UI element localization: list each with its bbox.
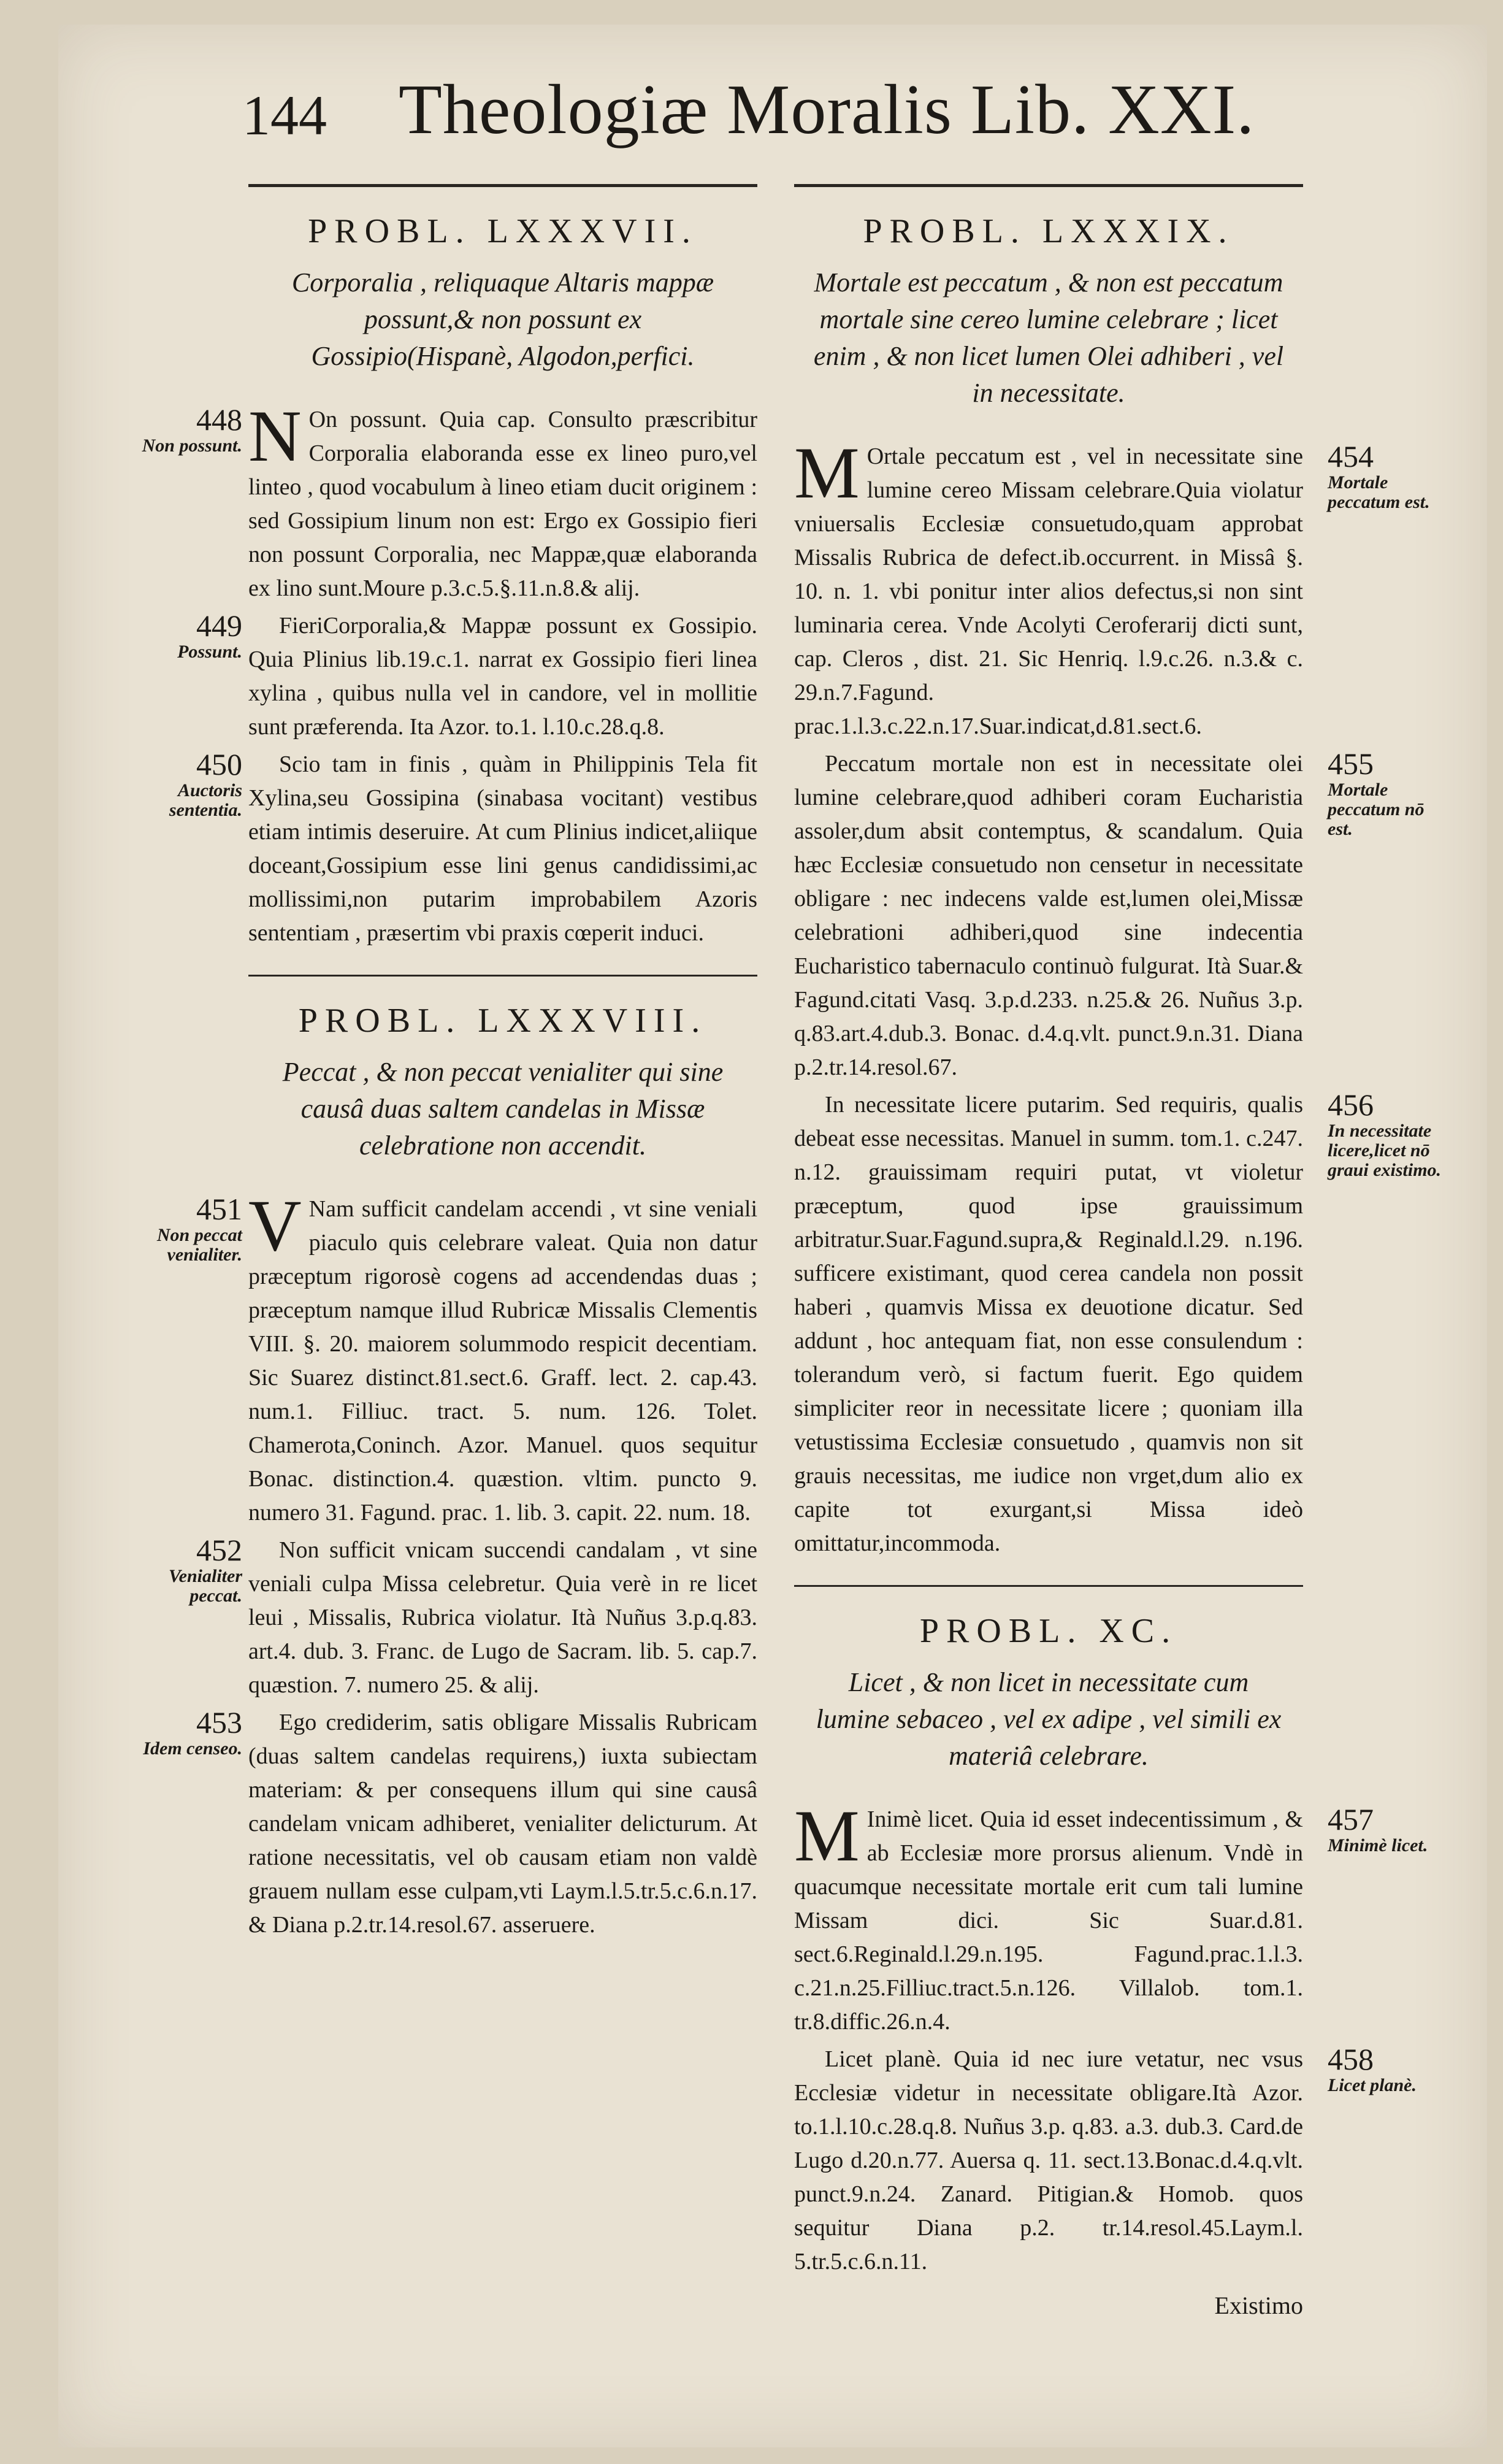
column-rule — [794, 184, 1303, 187]
margin-note — [1328, 747, 1444, 839]
margin-gloss: Mortale peccatum est. — [1328, 472, 1430, 512]
page-header — [242, 58, 1255, 149]
paragraph-text: On possunt. Quia cap. Consulto præscribitur Corporalia elaboranda esse ex lineo puro,vel linteo , quod vocabulum à lineo etiam ducit originem : sed Gossipium linum non est: Ergo ex Gossipio fieri non possunt Corporalia, nec Mappæ,quæ elaboranda ex lino sunt.Moure p.3.c.5.§.11.n.8.& alij. — [248, 407, 757, 601]
drop-cap: V — [248, 1184, 302, 1266]
paragraph-number: 452 — [196, 1533, 242, 1567]
paragraph-number: 457 — [1328, 1802, 1374, 1836]
paragraph-452 — [168, 1533, 757, 1702]
paragraph-455 — [794, 746, 1425, 1084]
paragraph-number: 453 — [196, 1705, 242, 1740]
drop-cap: M — [794, 432, 860, 513]
margin-gloss: Idem censeo. — [143, 1738, 242, 1759]
catchword: Existimo — [1214, 2292, 1303, 2319]
paragraph-number: 451 — [196, 1192, 242, 1226]
section-divider — [248, 975, 757, 977]
paragraph-number: 449 — [196, 608, 242, 643]
paragraph-number: 448 — [196, 402, 242, 437]
column-rule — [248, 184, 757, 187]
margin-note — [126, 1533, 242, 1606]
paragraph-number: 450 — [196, 747, 242, 781]
margin-note — [126, 403, 242, 456]
running-title: Theologiæ Moralis Lib. XXI. — [399, 71, 1255, 149]
paragraph-449 — [177, 608, 757, 744]
margin-note — [1328, 1088, 1444, 1180]
paragraph-450 — [169, 747, 757, 950]
margin-gloss: Possunt. — [177, 642, 242, 662]
margin-note — [1328, 2043, 1444, 2095]
margin-gloss: Non peccat venialiter. — [156, 1225, 242, 1265]
margin-note — [126, 609, 242, 662]
paragraph-text: Ortale peccatum est , vel in necessitate sine lumine cereo Missam celebrare.Quia violatur vniuersalis Ecclesiæ consuetudo,quam approbat Missalis Rubrica de defect.ib.occurrent. in Missâ §. 10. n. 1. vbi ponitur inter alios defectus,si non sint luminaria cerea. Vnde Acolyti Ceroferarij dicti sunt, cap. Cleros , dist. 21. Sic Henriq. l.9.c.26. n.3.& c. 29.n.7.Fagund. prac.1.l.3.c.22.n.17.Suar.indicat,d.81.sect.6. — [794, 443, 1303, 739]
paragraph-text: Nam sufficit candelam accendi , vt sine veniali piaculo quis celebrare valeat. Quia non datur præceptum rigorosè cogens ad accendendas duas ; præceptum namque illud Rubricæ Missalis Clementis VIII. §. 20. maiorem solummodo respicit decentiam. Sic Suarez distinct.81.sect.6. Graff. lect. 2. cap.43. num.1. Filliuc. tract. 5. num. 126. Tolet. Chamerota,Coninch. Azor. Manuel. quos sequitur Bonac. distinction.4. quæstion. vltim. puncto 9. numero 31. Fagund. prac. 1. lib. 3. capit. 22. num. 18. — [248, 1196, 757, 1526]
paragraph-text: In necessitate licere putarim. Sed requiris, qualis debeat esse necessitas. Manuel in summ. tom.1. c.247. n.12. grauissimam requiri putat, vt violetur præceptum, quod ipse grauissimum arbitratur.Suar.Fagund.supra,& Reginald.l.29. n.196. sufficere existimant, quod cerea candela non possit haberi , quamvis Missa ex deuotione dicatur. Sed addunt , hoc antequam fiat, non esse consulendum : tolerandum verò, si factum fuerit. Ego quidem simpliciter reor in necessitate licere ; quoniam illa vetustissima Ecclesiæ consuetudo , quamvis non sit grauis necessitas, me iudice non vrget,dum alio ex capite tot exurgant,si Missa ideò omittatur,incommoda. — [794, 1092, 1303, 1556]
problem-heading: PROBL. LXXXIX. — [863, 212, 1234, 250]
margin-gloss: In necessitate licere,licet nō graui existimo. — [1328, 1121, 1442, 1180]
right-column — [794, 184, 1442, 2320]
paragraph-451 — [156, 1184, 757, 1530]
problem-heading: PROBL. LXXXVII. — [308, 212, 698, 250]
paragraph-number: 455 — [1328, 746, 1374, 781]
paragraph-457 — [794, 1795, 1428, 2039]
drop-cap: M — [794, 1795, 860, 1876]
problem-heading: PROBL. XC. — [919, 1612, 1178, 1650]
margin-gloss: Auctoris sententia. — [169, 780, 242, 820]
margin-note — [1328, 1803, 1444, 1856]
margin-gloss: Venialiter peccat. — [168, 1566, 242, 1606]
paragraph-453 — [143, 1705, 757, 1942]
page-number: 144 — [242, 84, 327, 147]
paragraph-text: Peccatum mortale non est in necessitate olei lumine celebrare,quod adhiberi coram Eucharistia assoler,dum absit contemptus, & scandalum. Quia hæc Ecclesiæ consuetudo non censetur in necessitate obligare : nec indecens valde est,lumen olei,Missæ celebrationi adhiberi,quod sine indecentia Eucharistico tabernaculo continuò fulgurat. Ità Suar.& Fagund.citati Vasq. 3.p.d.233. n.25.& 26. Nuñus 3.p. q.83.art.4.dub.3. Bonac. d.4.q.vlt. punct.9.n.31. Diana p.2.tr.14.resol.67. — [794, 751, 1303, 1080]
paragraph-448 — [142, 395, 757, 605]
section-divider — [794, 1585, 1303, 1587]
paragraph-number: 454 — [1328, 439, 1374, 474]
paragraph-456 — [794, 1088, 1442, 1560]
paragraph-text: Scio tam in finis , quàm in Philippinis Tela fit Xylina,seu Gossipina (sinabasa vocitant) vestibus etiam intimis deseruire. At cum Plinius indicet,aliique doceant,Gossipium esse lini genus candidissimi,ac mollissimi,non putarim improbabilem Azoris sententiam , præsertim vbi praxis cœperit induci. — [248, 751, 757, 946]
margin-gloss: Licet planè. — [1328, 2075, 1417, 2095]
drop-cap: N — [248, 395, 302, 477]
problem-subtitle: Licet , & non licet in necessitate cum lumine sebaceo , vel ex adipe , vel simili ex materiâ celebrare. — [816, 1667, 1282, 1771]
paragraph-text: Licet planè. Quia id nec iure vetatur, nec vsus Ecclesiæ videtur in necessitate obligare.Ità Azor. to.1.l.10.c.28.q.8. Nuñus 3.p. q.83. a.3. dub.3. Card.de Lugo d.20.n.77. Auersa q. 11. sect.13.Bonac.d.4.q.vlt. punct.9.n.24. Zanard. Pitigian.& Homob. quos sequitur Diana p.2. tr.14.resol.45.Laym.l. 5.tr.5.c.6.n.11. — [794, 2046, 1303, 2274]
problem-heading: PROBL. LXXXVIII. — [298, 1002, 708, 1040]
paragraph-number: 458 — [1328, 2042, 1374, 2076]
paragraph-458 — [794, 2042, 1417, 2279]
paragraph-number: 456 — [1328, 1088, 1374, 1122]
left-column — [142, 184, 757, 1946]
problem-subtitle: Mortale est peccatum , & non est peccatum mortale sine cereo lumine celebrare ; licet enim , & non licet lumen Olei adhiberi , vel in necessitate. — [813, 267, 1284, 408]
problem-subtitle: Corporalia , reliquaque Altaris mappæ possunt,& non possunt ex Gossipio(Hispanè, Algodon,perfici. — [291, 267, 714, 371]
margin-note — [126, 748, 242, 820]
margin-gloss: Mortale peccatum nō est. — [1328, 780, 1425, 839]
margin-note — [126, 1192, 242, 1265]
margin-gloss: Non possunt. — [142, 436, 242, 456]
margin-gloss: Minimè licet. — [1328, 1835, 1428, 1856]
paragraph-text: Inimè licet. Quia id esset indecentissimum , & ab Ecclesiæ more prorsus alienum. Vndè in quacumque necessitate mortale erit cum tali lumine Missam dici. Sic Suar.d.81. sect.6.Reginald.l.29.n.195. Fagund.prac.1.l.3. c.21.n.25.Filliuc.tract.5.n.126. Villalob. tom.1. tr.8.diffic.26.n.4. — [794, 1806, 1303, 2035]
margin-note — [1328, 440, 1444, 512]
paragraph-text: Non sufficit vnicam succendi candalam , vt sine veniali culpa Missa celebretur. Quia verè in re licet leui , Missalis, Rubrica violatur. Ità Nuñus 3.p.q.83. art.4. dub. 3. Franc. de Lugo de Sacram. lib. 5. cap.7. quæstion. 7. numero 25. & alij. — [248, 1537, 757, 1698]
margin-note — [126, 1706, 242, 1759]
paragraph-text: Ego crediderim, satis obligare Missalis Rubricam (duas saltem candelas requirens,) iuxta subiectam materiam: & per consequens illum qui sine causâ candelam vnicam adhiberet, venialiter delicturum. At ratione necessitatis, vel ob causam etiam non valdè grauem nullam esse culpam,vti Laym.l.5.tr.5.c.6.n.17. & Diana p.2.tr.14.resol.67. asseruere. — [248, 1710, 757, 1938]
paragraph-454 — [794, 432, 1430, 743]
paragraph-text: FieriCorporalia,& Mappæ possunt ex Gossipio. Quia Plinius lib.19.c.1. narrat ex Gossipio fieri linea xylina , quibus nulla vel in candore, vel in mollitie sunt præferenda. Ita Azor. to.1. l.10.c.28.q.8. — [248, 613, 757, 740]
problem-subtitle: Peccat , & non peccat venialiter qui sine causâ duas saltem candelas in Missæ celebratione non accendit. — [282, 1057, 724, 1161]
